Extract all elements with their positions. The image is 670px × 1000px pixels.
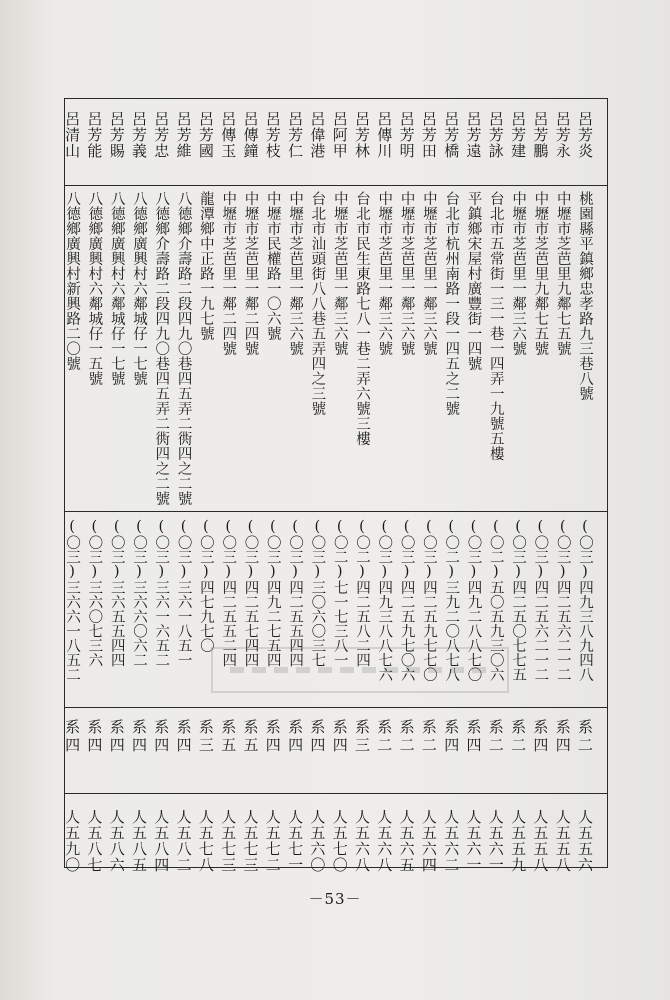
person-name: 呂清山 [63, 111, 82, 159]
phone-number: (〇三)四二五五二四 [220, 519, 237, 667]
phone-number: (〇三)四二五五四四 [287, 519, 304, 667]
phone-number: (〇三)四九二七五四 [264, 519, 281, 667]
table-row [306, 99, 327, 873]
address: 龍潭鄉中正路一九七號 [197, 191, 214, 341]
table-row [240, 99, 261, 873]
table-row [485, 99, 506, 873]
address: 中壢市芝芭里一鄰三六號 [287, 191, 304, 356]
lineage-code: 系四 [107, 719, 126, 755]
entry-number: 人五五九 [509, 809, 528, 873]
entry-number: 人五七三 [241, 809, 260, 873]
lineage-code: 系四 [442, 719, 461, 755]
entry-number: 人五六一 [464, 809, 483, 873]
person-name: 呂傳鐘 [241, 111, 260, 159]
lineage-code: 系四 [286, 719, 305, 755]
entry-number: 人五六一 [486, 809, 505, 873]
person-name: 呂芳永 [553, 111, 572, 159]
table-row [507, 99, 528, 873]
lineage-code: 系四 [531, 719, 550, 755]
person-name: 呂芳忠 [152, 111, 171, 159]
address: 中壢市芝芭里一鄰二四號 [242, 191, 259, 356]
entry-number: 人五六八 [353, 809, 371, 873]
table-row [284, 99, 305, 873]
entry-number: 人五六四 [419, 809, 438, 873]
entry-number: 人五七〇 [330, 809, 349, 873]
person-name: 呂芳田 [419, 111, 438, 159]
table-row [373, 99, 394, 873]
table-row [351, 99, 372, 873]
person-name: 呂芳能 [85, 111, 104, 159]
lineage-code: 系四 [85, 719, 104, 755]
person-name: 呂芳賜 [107, 111, 126, 159]
address: 中壢市芝芭里九鄰七五號 [554, 191, 571, 356]
lineage-code: 系五 [219, 719, 238, 755]
lineage-code: 系四 [174, 719, 193, 755]
table-row [396, 99, 417, 873]
phone-number: (〇三)四二五六二一二 [532, 519, 549, 682]
phone-number: (〇三)四九二八八七〇 [465, 519, 482, 682]
phone-number: (〇二)五〇五九三〇六 [487, 519, 504, 682]
entry-number: 人五八七 [85, 809, 104, 873]
address: 台北市杭州南路一段一四五之二號 [443, 191, 460, 416]
lineage-code: 系四 [464, 719, 483, 755]
phone-number: (〇三)四九三八九四八 [577, 519, 593, 682]
address: 八德鄉廣興村六鄰城仔一七號 [108, 191, 125, 386]
phone-number: (〇二)三九二〇八七八 [443, 519, 460, 682]
address: 台北市五常街一三一巷一四弄一九號五樓 [487, 191, 504, 461]
person-name: 呂芳詠 [486, 111, 505, 159]
person-name: 呂芳明 [397, 111, 416, 159]
table-row [195, 99, 216, 873]
lineage-code: 系四 [330, 719, 349, 755]
lineage-code: 系四 [308, 719, 327, 755]
lineage-code: 系五 [241, 719, 260, 755]
entry-number: 人五七三 [219, 809, 238, 873]
person-name: 呂阿甲 [330, 111, 349, 159]
address: 中壢市芝芭里一鄰二四號 [220, 191, 237, 356]
phone-number: (〇三)三六五五四四 [108, 519, 125, 667]
person-name: 呂芳枝 [263, 111, 282, 159]
table-row [552, 99, 573, 873]
person-name: 呂芳建 [509, 111, 528, 159]
lineage-code: 系三 [353, 719, 371, 755]
lineage-code: 系三 [196, 719, 215, 755]
table-row [83, 99, 104, 873]
person-name: 呂芳仁 [286, 111, 305, 159]
entry-number: 人五六〇 [308, 809, 327, 873]
entry-number: 人五八六 [107, 809, 126, 873]
lineage-code: 系二 [486, 719, 505, 755]
entry-number: 人五七八 [196, 809, 215, 873]
table-row [217, 99, 238, 873]
table-row [128, 99, 149, 873]
entry-number: 人五八二 [174, 809, 193, 873]
entry-number: 人五八四 [152, 809, 171, 873]
lineage-code: 系二 [397, 719, 416, 755]
entry-number: 人五八五 [130, 809, 148, 873]
address: 台北市汕頭街八八巷五弄四之三號 [309, 191, 326, 416]
address: 八德鄉介壽路二段四九〇巷四五弄二衖四之二號 [153, 191, 170, 506]
address: 台北市民生東路七八一巷二弄六號三樓 [354, 191, 370, 446]
person-name: 呂芳義 [130, 111, 148, 159]
phone-number: (〇三)四二五〇七七五 [510, 519, 527, 682]
lineage-code: 系四 [263, 719, 282, 755]
table-row [150, 99, 171, 873]
address: 八德鄉廣興村六鄰城仔一五號 [86, 191, 103, 386]
phone-number: (〇三)四二五六二一二 [554, 519, 571, 682]
phone-number: (〇三)三六六一八五二 [64, 519, 81, 682]
lineage-code: 系二 [375, 719, 394, 755]
lineage-code: 系二 [576, 719, 594, 755]
entry-number: 人五九〇 [63, 809, 82, 873]
person-name: 呂偉港 [308, 111, 327, 159]
person-name: 呂傳川 [375, 111, 394, 159]
address: 中壢市芝芭里九鄰七五號 [532, 191, 549, 356]
address: 中壢市芝芭里一鄰三六號 [376, 191, 393, 356]
address: 平鎮鄉宋屋村廣豐街一四號 [465, 191, 482, 371]
phone-number: (〇三)三六一六五二 [153, 519, 170, 667]
person-name: 呂芳遠 [464, 111, 483, 159]
table-row [106, 99, 127, 873]
address: 桃園縣平鎮鄉忠孝路九三巷八號 [577, 191, 593, 401]
phone-number: (〇三)四二五九七〇六 [398, 519, 415, 682]
phone-number: (〇三)三六一八五一 [175, 519, 192, 667]
entry-number: 人五五八 [531, 809, 550, 873]
entry-number: 人五五八 [553, 809, 572, 873]
phone-number: (〇三)四七九七〇 [197, 519, 214, 653]
table-row [173, 99, 194, 873]
phone-number: (〇三)四二五七四四 [242, 519, 259, 667]
table-row [61, 99, 82, 873]
table-row [418, 99, 439, 873]
address: 八德鄉介壽路二段四九〇巷四五弄二衖四之二號 [175, 191, 192, 506]
entry-number: 人五七一 [286, 809, 305, 873]
address: 中壢市芝芭里一鄰三六號 [398, 191, 415, 356]
entry-number: 人五六五 [397, 809, 416, 873]
table-row [262, 99, 283, 873]
entry-number: 人五六八 [375, 809, 394, 873]
lineage-code: 系四 [130, 719, 148, 755]
entry-number: 人五五六 [576, 809, 594, 873]
lineage-code: 系四 [63, 719, 82, 755]
person-name: 呂芳橋 [442, 111, 461, 159]
phone-number: (〇三)四二五九七七〇 [420, 519, 437, 682]
phone-number: (〇三)三六〇七三六 [86, 519, 103, 667]
person-name: 呂芳林 [353, 111, 371, 159]
table-row [329, 99, 350, 873]
table-row [529, 99, 550, 873]
directory-table [63, 98, 608, 873]
lineage-code: 系二 [509, 719, 528, 755]
lineage-code: 系四 [553, 719, 572, 755]
phone-number: (〇三)三六六〇六二 [131, 519, 147, 667]
address: 八德鄉廣興村新興路二〇號 [64, 191, 81, 371]
person-name: 呂芳國 [196, 111, 215, 159]
person-name: 呂芳鵬 [531, 111, 550, 159]
phone-number: (〇二)七一七三八一 [331, 519, 348, 667]
address: 中壢市芝芭里一鄰三六號 [510, 191, 527, 356]
address: 八德鄉廣興村六鄰城仔一七號 [131, 191, 147, 386]
lineage-code: 系四 [152, 719, 171, 755]
table-row [440, 99, 461, 873]
entry-number: 人五七二 [263, 809, 282, 873]
lineage-code: 系二 [419, 719, 438, 755]
entry-number: 人五六二 [442, 809, 461, 873]
phone-number: (〇三)三〇六〇三七 [309, 519, 326, 667]
table-row [463, 99, 484, 873]
person-name: 呂芳維 [174, 111, 193, 159]
person-name: 呂傳玉 [219, 111, 238, 159]
person-name: 呂芳炎 [576, 111, 594, 159]
address: 中壢市民權路一〇六號 [264, 191, 281, 341]
phone-number: (〇二)四二五八二四 [354, 519, 370, 667]
page-number: －53－ [308, 890, 362, 908]
address: 中壢市芝芭里一鄰三六號 [420, 191, 437, 356]
address: 中壢市芝芭里一鄰三六號 [331, 191, 348, 356]
phone-number: (〇三)四九三八八七六 [376, 519, 393, 682]
table-row [574, 99, 595, 873]
